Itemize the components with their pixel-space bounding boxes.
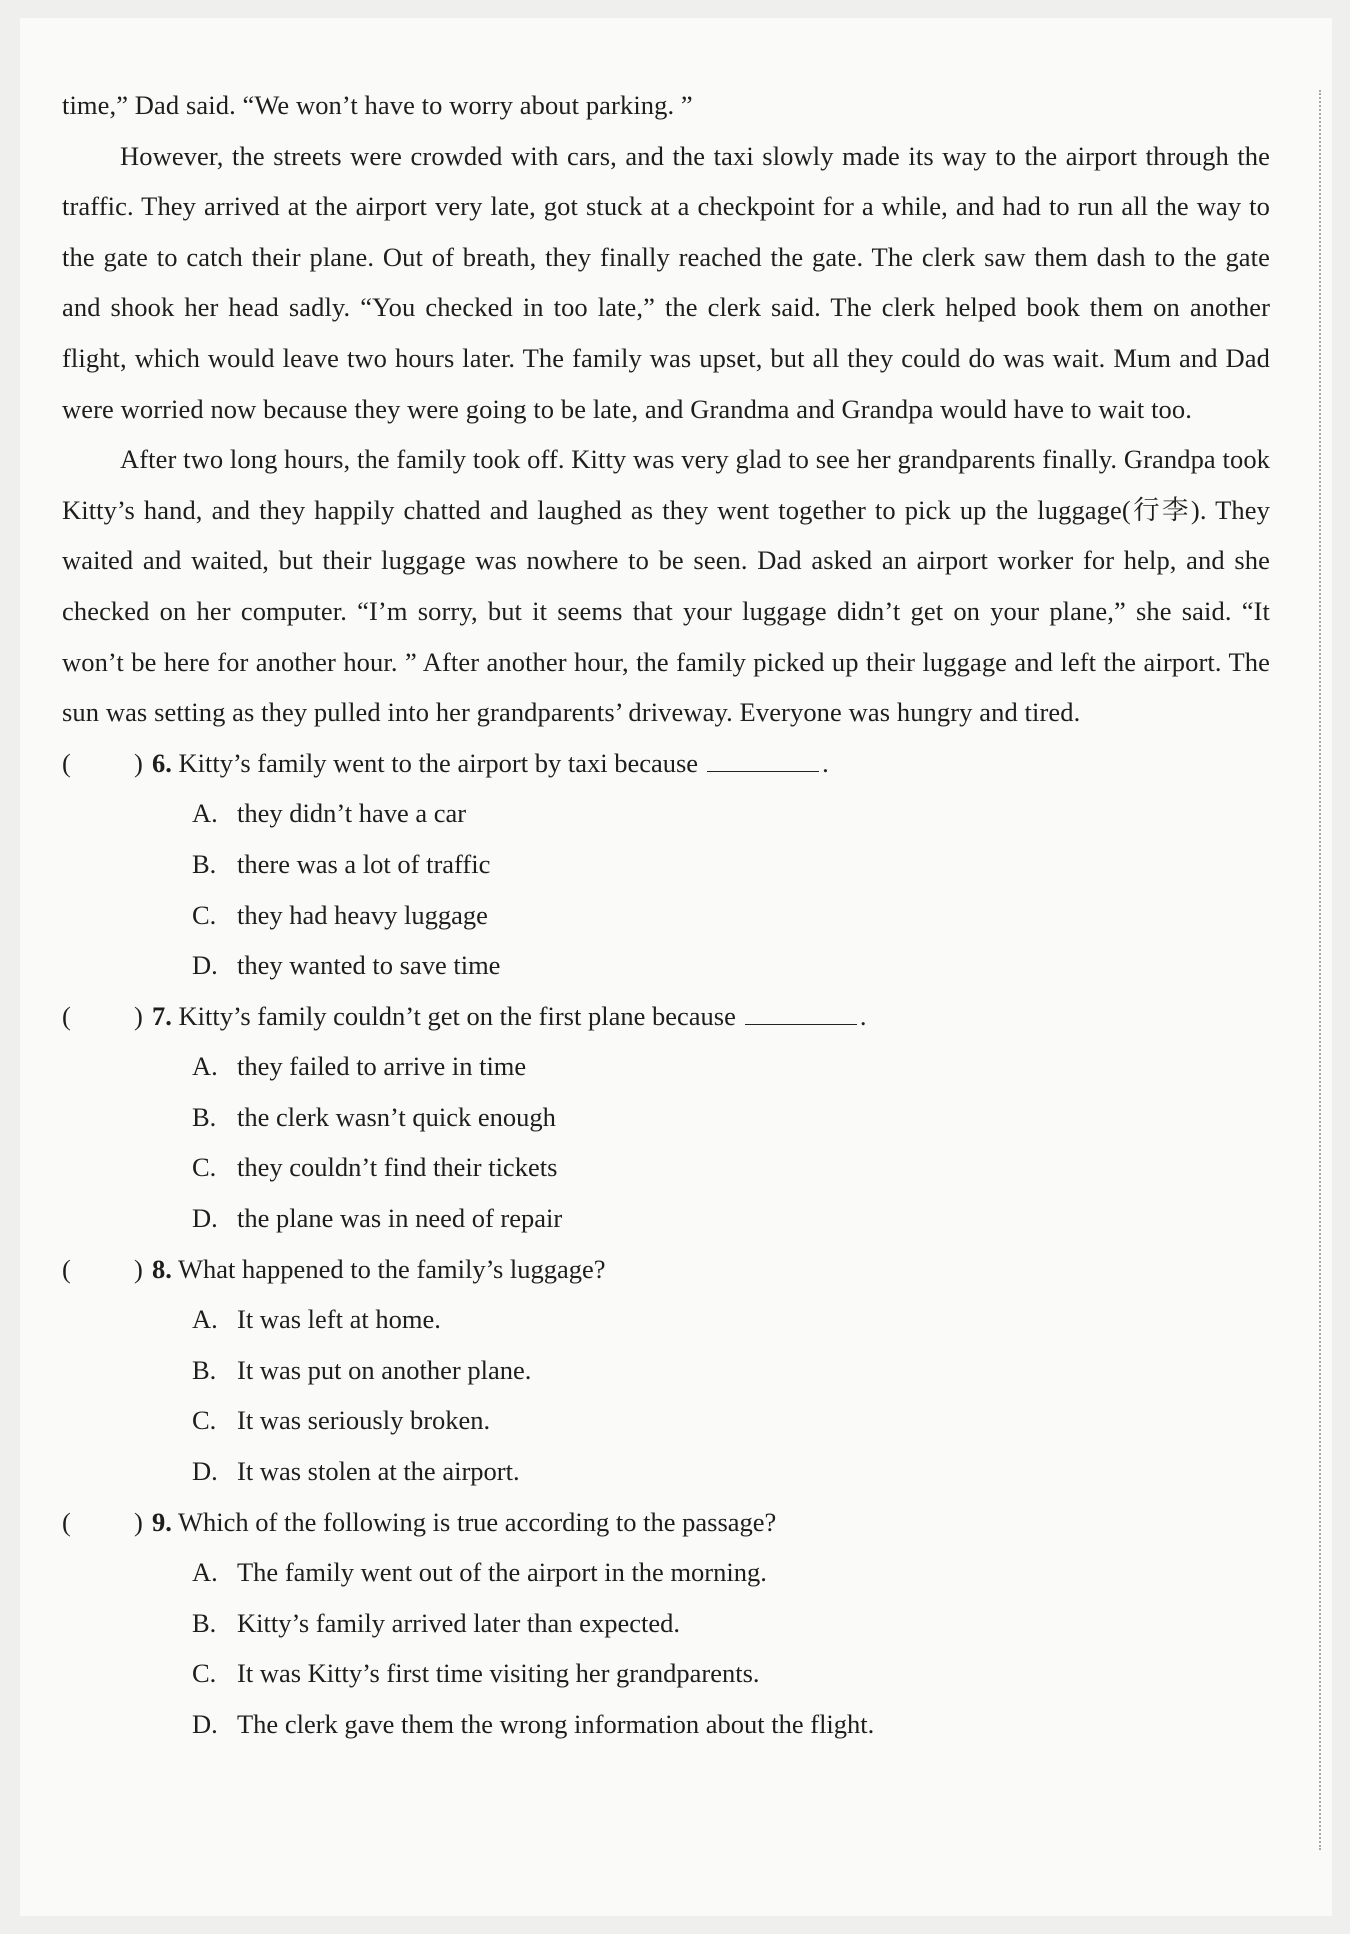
option-d[interactable]	[62, 1193, 1270, 1244]
question-block	[62, 1244, 1270, 1497]
question-block	[62, 991, 1270, 1244]
option-text: The clerk gave them the wrong information about the flight.	[237, 1709, 875, 1739]
option-letter: D.	[192, 1203, 218, 1234]
question-7	[62, 991, 1270, 1042]
worksheet-content	[62, 80, 1270, 1750]
option-d[interactable]	[62, 1699, 1270, 1750]
option-c[interactable]	[62, 1395, 1270, 1446]
question-number: 6.	[152, 747, 172, 778]
option-letter: C.	[192, 899, 217, 930]
option-letter: B.	[192, 848, 217, 879]
option-letter: B.	[192, 1607, 217, 1638]
passage-paragraph-continuation: time,” Dad said. “We won’t have to worry about parking. ”	[62, 90, 693, 120]
question-6	[62, 738, 1270, 789]
answer-blank[interactable]	[707, 751, 819, 772]
answer-bracket-close: )	[134, 1000, 143, 1031]
question-stem	[62, 991, 1270, 1042]
option-letter: C.	[192, 1152, 217, 1183]
question-number: 7.	[152, 1000, 172, 1031]
question-text: Kitty’s family couldn’t get on the first plane because	[178, 1000, 736, 1031]
question-9	[62, 1497, 1270, 1548]
answer-blank[interactable]	[745, 1004, 857, 1025]
reading-passage	[62, 80, 1270, 738]
question-end-mark: .	[822, 747, 829, 778]
option-c[interactable]	[62, 1142, 1270, 1193]
option-letter: A.	[192, 1557, 218, 1588]
option-text: they had heavy luggage	[237, 899, 488, 930]
answer-bracket-close: )	[134, 1253, 143, 1284]
option-text: It was Kitty’s first time visiting her grandparents.	[237, 1658, 760, 1689]
option-a[interactable]	[62, 1547, 1270, 1598]
option-d[interactable]	[62, 940, 1270, 991]
option-c[interactable]	[62, 890, 1270, 941]
question-number: 8.	[152, 1253, 172, 1284]
option-letter: A.	[192, 798, 218, 829]
answer-bracket-close: )	[134, 1506, 143, 1537]
option-a[interactable]	[62, 788, 1270, 839]
option-b[interactable]	[62, 1092, 1270, 1143]
answer-bracket-open[interactable]: (	[62, 747, 71, 778]
option-a[interactable]	[62, 1294, 1270, 1345]
option-d[interactable]	[62, 1446, 1270, 1497]
question-text: What happened to the family’s luggage?	[178, 1253, 606, 1284]
question-number: 9.	[152, 1506, 172, 1537]
option-letter: A.	[192, 1304, 218, 1335]
answer-bracket-open[interactable]: (	[62, 1253, 71, 1284]
answer-bracket-open[interactable]: (	[62, 1000, 71, 1031]
option-letter: D.	[192, 1456, 218, 1487]
option-text: they didn’t have a car	[237, 798, 467, 829]
option-b[interactable]	[62, 839, 1270, 890]
passage-paragraph: After two long hours, the family took off. Kitty was very glad to see her grandparents finally. Grandpa took Kitty’s hand, and they happily chatted and laughed as they went together to pick up the luggage(行李). They waited and waited, but their luggage was nowhere to be seen. Dad asked an airport worker for help, and she checked on her computer. “I’m sorry, but it seems that your luggage didn’t get on your plane,” she said. “It won’t be here for another hour. ” After another hour, the family picked up their luggage and left the airport. The sun was setting as they pulled into her grandparents’ driveway. Everyone was hungry and tired.	[62, 444, 1271, 728]
option-c[interactable]	[62, 1648, 1270, 1699]
option-text: The family went out of the airport in the morning.	[237, 1557, 767, 1588]
question-stem	[62, 738, 1270, 789]
option-text: It was put on another plane.	[237, 1354, 532, 1385]
option-text: they failed to arrive in time	[237, 1051, 527, 1082]
option-letter: B.	[192, 1101, 217, 1132]
option-text: It was stolen at the airport.	[237, 1456, 520, 1487]
option-letter: D.	[192, 1709, 218, 1739]
option-text: It was left at home.	[237, 1304, 441, 1335]
option-text: the clerk wasn’t quick enough	[237, 1101, 556, 1132]
answer-bracket-close: )	[134, 747, 143, 778]
option-text: they couldn’t find their tickets	[237, 1152, 558, 1183]
option-text: there was a lot of traffic	[237, 848, 491, 879]
option-text: Kitty’s family arrived later than expected.	[237, 1607, 680, 1638]
answer-bracket-open[interactable]: (	[62, 1506, 71, 1537]
option-a[interactable]	[62, 1041, 1270, 1092]
option-letter: C.	[192, 1658, 217, 1689]
option-text: the plane was in need of repair	[237, 1203, 563, 1234]
question-block	[62, 1497, 1270, 1750]
option-letter: C.	[192, 1405, 217, 1436]
question-text: Which of the following is true according to the passage?	[178, 1506, 777, 1537]
question-8	[62, 1244, 1270, 1295]
question-stem	[62, 1497, 1270, 1548]
question-text: Kitty’s family went to the airport by taxi because	[178, 747, 699, 778]
option-letter: B.	[192, 1354, 217, 1385]
question-stem	[62, 1244, 1270, 1295]
option-text: It was seriously broken.	[237, 1405, 491, 1436]
passage-paragraph: However, the streets were crowded with cars, and the taxi slowly made its way to the airport through the traffic. They arrived at the airport very late, got stuck at a checkpoint for a while, and had to run all the way to the gate to catch their plane. Out of breath, they finally reached the gate. The clerk saw them dash to the gate and shook her head sadly. “You checked in too late,” the clerk said. The clerk helped book them on another flight, which would leave two hours later. The family was upset, but all they could do was wait. Mum and Dad were worried now because they were going to be late, and Grandma and Grandpa would have to wait too.	[62, 140, 1270, 424]
question-end-mark: .	[859, 1000, 867, 1031]
option-b[interactable]	[62, 1345, 1270, 1396]
question-block	[62, 738, 1270, 991]
option-b[interactable]	[62, 1598, 1270, 1649]
option-letter: D.	[192, 950, 218, 981]
option-text: they wanted to save time	[237, 950, 501, 981]
binding-margin-rule	[1319, 90, 1321, 1850]
option-letter: A.	[192, 1051, 218, 1082]
